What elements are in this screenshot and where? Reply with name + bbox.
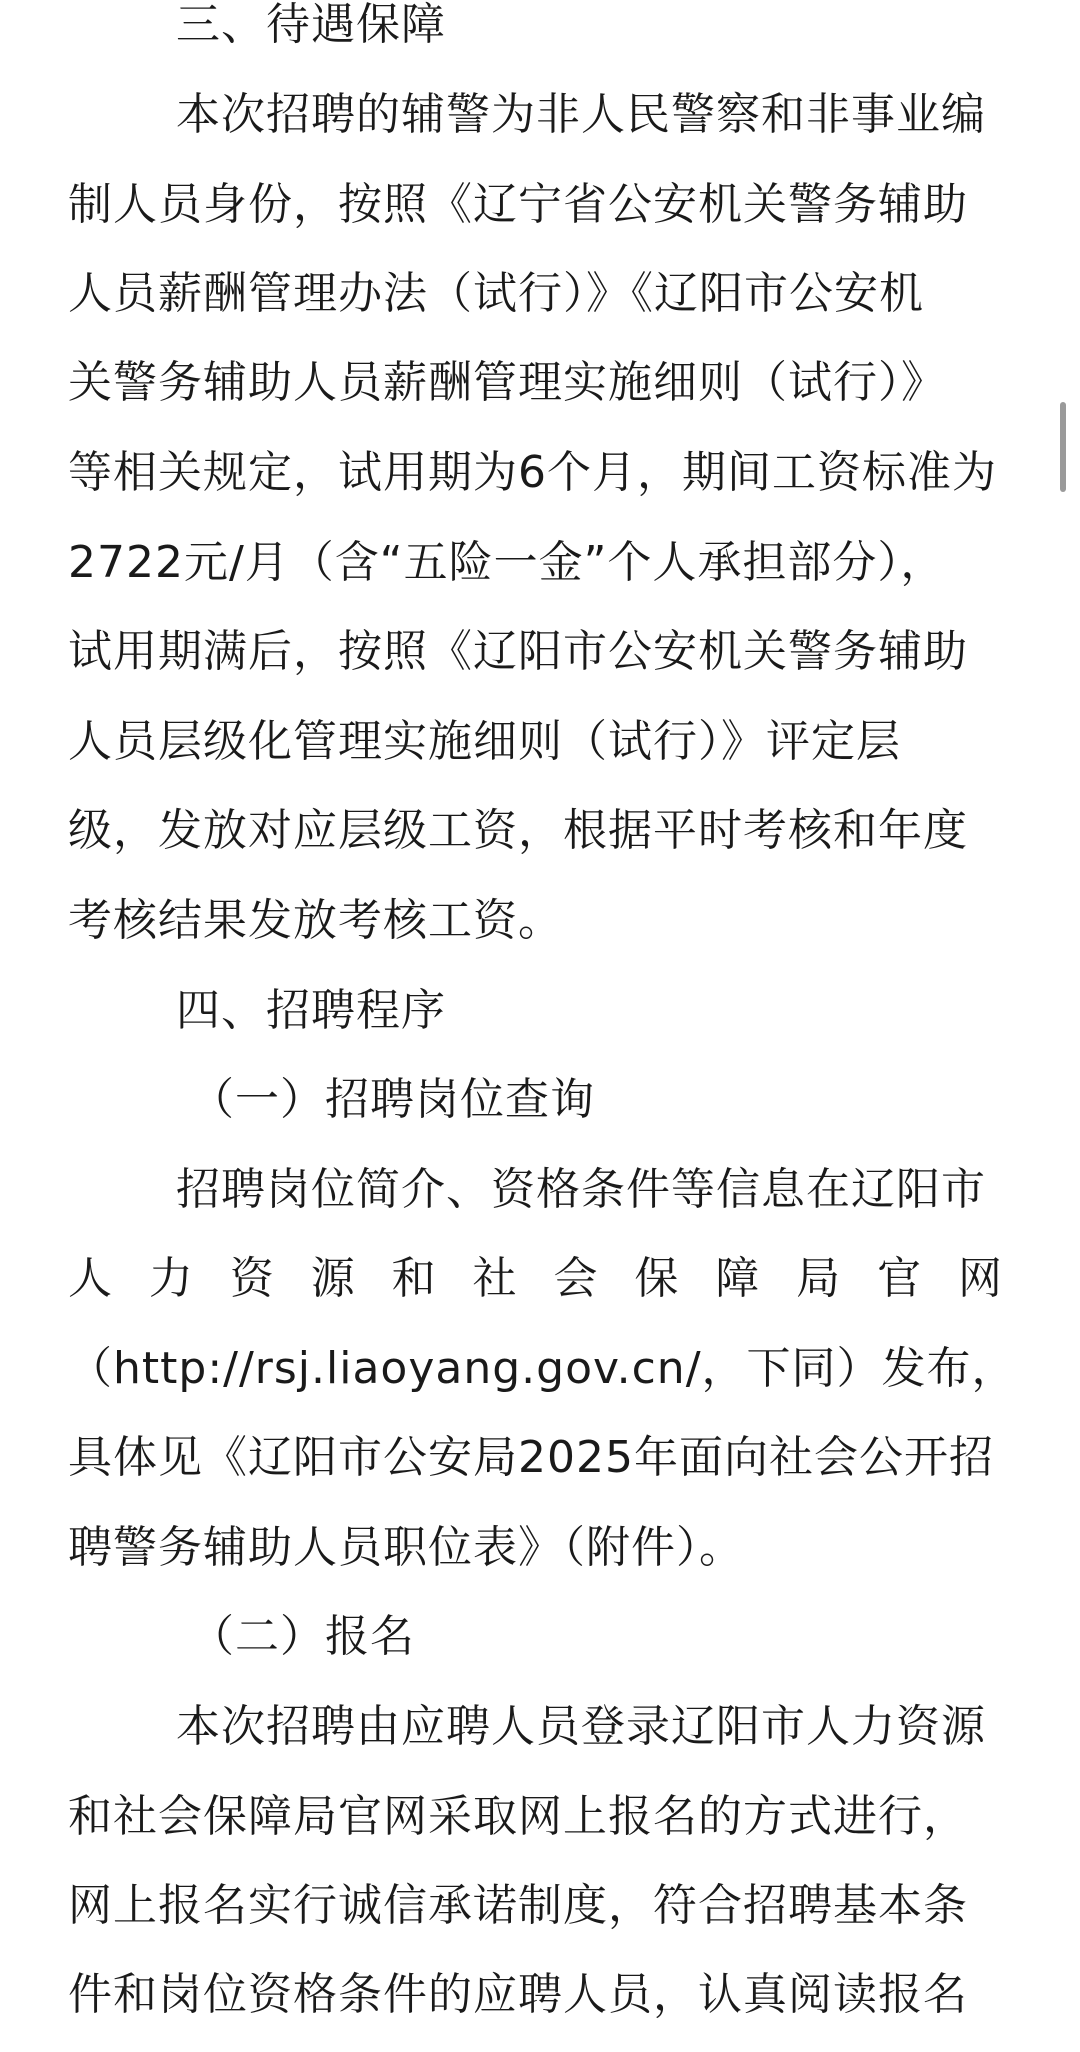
spaced-char: 社 <box>472 1253 518 1304</box>
subsection-heading-position-query: （一）招聘岗位查询 <box>190 1074 595 1125</box>
paragraph-line: 和社会保障局官网采取网上报名的方式进行， <box>68 1791 968 1842</box>
paragraph-line-spaced <box>68 1234 1003 1324</box>
spaced-char: 保 <box>634 1253 680 1304</box>
vertical-scrollbar[interactable] <box>1060 402 1066 492</box>
paragraph-line: 本次招聘由应聘人员登录辽阳市人力资源 <box>176 1701 986 1752</box>
subsection-heading-registration: （二）报名 <box>190 1611 415 1662</box>
section-heading-benefits: 三、待遇保障 <box>176 0 446 50</box>
paragraph-line: 网上报名实行诚信承诺制度，符合招聘基本条 <box>68 1880 968 1931</box>
paragraph-line: 关警务辅助人员薪酬管理实施细则（试行）》 <box>68 357 946 408</box>
spaced-char: 资 <box>229 1253 275 1304</box>
section-heading-procedure: 四、招聘程序 <box>176 985 446 1036</box>
paragraph-line: 招聘岗位简介、资格条件等信息在辽阳市 <box>176 1164 986 1215</box>
paragraph-line: 件和岗位资格条件的应聘人员，认真阅读报名 <box>68 1969 968 2020</box>
paragraph-line: 2722元/月（含“五险一金”个人承担部分）， <box>68 537 946 588</box>
spaced-char: 会 <box>553 1253 599 1304</box>
paragraph-line: 制人员身份，按照《辽宁省公安机关警务辅助 <box>68 179 968 230</box>
spaced-char: 官 <box>877 1253 923 1304</box>
spaced-char: 力 <box>148 1253 194 1304</box>
spaced-char: 和 <box>391 1253 437 1304</box>
paragraph-line: 试用期满后，按照《辽阳市公安机关警务辅助 <box>68 626 968 677</box>
paragraph-line: 本次招聘的辅警为非人民警察和非事业编 <box>176 89 986 140</box>
paragraph-line: 考核结果发放考核工资。 <box>68 895 563 946</box>
paragraph-line: 等相关规定，试用期为6个月，期间工资标准为 <box>68 447 997 498</box>
paragraph-line: 人员薪酬管理办法（试行）》《辽阳市公安机 <box>68 268 924 319</box>
paragraph-line: 人员层级化管理实施细则（试行）》评定层 <box>68 716 901 767</box>
spaced-char: 网 <box>957 1253 1003 1304</box>
paragraph-line-url: （http://rsj.liaoyang.gov.cn/，下同）发布， <box>68 1343 1017 1394</box>
paragraph-line: 级，发放对应层级工资，根据平时考核和年度 <box>68 805 968 856</box>
spaced-char: 人 <box>68 1253 113 1304</box>
spaced-char: 源 <box>310 1253 356 1304</box>
paragraph-line: 具体见《辽阳市公安局2025年面向社会公开招 <box>68 1432 994 1483</box>
spaced-char: 局 <box>796 1253 842 1304</box>
paragraph-line: 聘警务辅助人员职位表》（附件）。 <box>68 1522 744 1573</box>
spaced-char: 障 <box>715 1253 761 1304</box>
